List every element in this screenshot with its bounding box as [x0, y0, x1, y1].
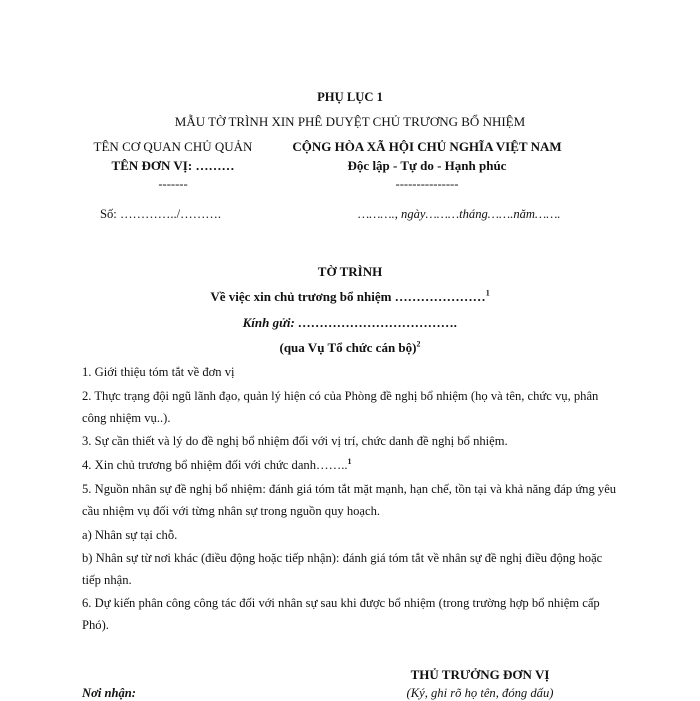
unit-name: TÊN ĐƠN VỊ: ………: [111, 158, 235, 173]
subject-text: Về việc xin chủ trương bổ nhiệm …………………: [210, 289, 486, 304]
left-header-rule: -------: [158, 177, 188, 191]
subject-footnote-mark: 1: [485, 288, 490, 298]
via-text: (qua Vụ Tổ chức cán bộ): [279, 340, 417, 355]
item-2: 2. Thực trạng đội ngũ lãnh đạo, quản lý hiện có của Phòng đề nghị bổ nhiệm (họ và tên, chức vụ, phân công nhiệm vụ..).: [82, 389, 599, 425]
item-5b: b) Nhân sự từ nơi khác (điều động hoặc tiếp nhận): đánh giá tóm tắt về nhân sự đề nghị điều động hoặc tiếp nhận.: [82, 551, 603, 587]
national-motto: Độc lập - Tự do - Hạnh phúc: [347, 158, 507, 173]
signer-title: THỦ TRƯỞNG ĐƠN VỊ: [410, 667, 550, 682]
appendix-label: PHỤ LỤC 1: [317, 90, 383, 104]
date-line: ………., ngày………tháng…….năm…….: [358, 207, 561, 221]
right-header-rule: ---------------: [395, 177, 459, 191]
document-subject: [0, 289, 700, 305]
recipients-label: Nơi nhận:: [82, 686, 137, 700]
item-5: 5. Nguồn nhân sự đề nghị bổ nhiệm: đánh giá tóm tắt mặt mạnh, hạn chế, tồn tại và khả năng đáp ứng yêu cầu nhiệm vụ đối với từng nhân sự trong nguồn quy hoạch.: [82, 482, 617, 518]
item-4-text: 4. Xin chủ trương bổ nhiệm đối với chức danh……..: [82, 458, 348, 472]
country-name: CỘNG HÒA XÃ HỘI CHỦ NGHĨA VIỆT NAM: [292, 139, 562, 154]
document-type: TỜ TRÌNH: [317, 264, 383, 279]
signer-note: (Ký, ghi rõ họ tên, đóng dấu): [406, 686, 554, 700]
agency-name: TÊN CƠ QUAN CHỦ QUẢN: [93, 139, 253, 154]
item-5a: a) Nhân sự tại chỗ.: [82, 528, 178, 542]
item-4-footnote-mark: 1: [347, 456, 352, 466]
item-3: 3. Sự cần thiết và lý do đề nghị bổ nhiệm đối với vị trí, chức danh đề nghị bổ nhiệm.: [82, 434, 508, 448]
via-line: [0, 340, 700, 356]
document-number: Số: …………../……….: [100, 207, 222, 221]
item-1: 1. Giới thiệu tóm tắt về đơn vị: [82, 365, 235, 379]
recipient-line: Kính gửi: ……………………………….: [242, 315, 458, 330]
item-4: [82, 454, 618, 476]
item-6: 6. Dự kiến phân công công tác đối với nhân sự sau khi được bổ nhiệm (trong trường hợp bổ nhiệm cấp Phó).: [82, 596, 600, 632]
form-title: MẪU TỜ TRÌNH XIN PHÊ DUYỆT CHỦ TRƯƠNG BỔ NHIỆM: [174, 114, 526, 129]
via-footnote-mark: 2: [416, 339, 421, 349]
